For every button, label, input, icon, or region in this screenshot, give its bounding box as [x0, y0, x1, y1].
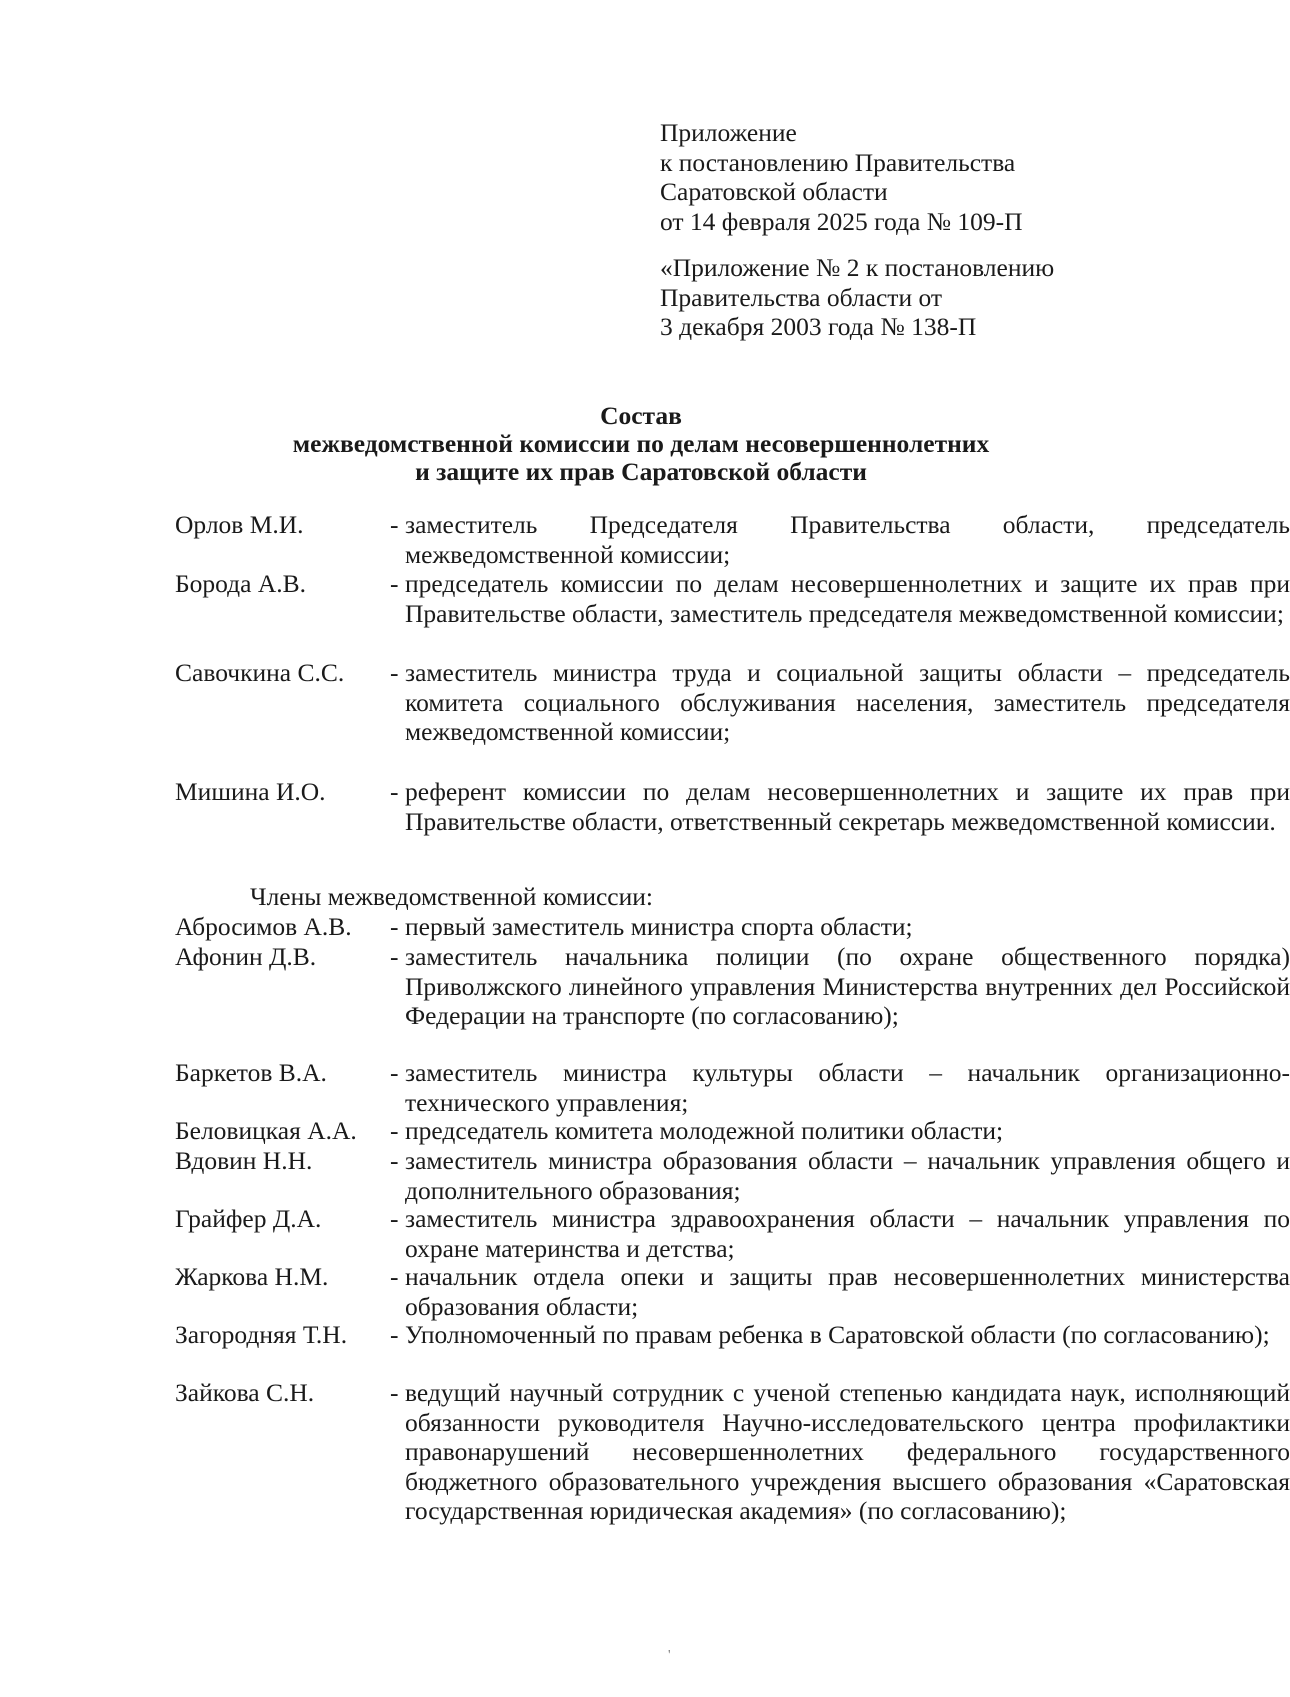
member-name: Загородняя Т.Н.	[175, 1320, 348, 1349]
dash: -	[390, 1320, 399, 1349]
quote-line: «Приложение № 2 к постановлению	[660, 253, 1055, 282]
page-mark: '	[668, 1648, 671, 1663]
dash: -	[390, 1058, 399, 1087]
member-name: Вдовин Н.Н.	[175, 1146, 313, 1175]
members-heading: Члены межведомственной комиссии:	[250, 882, 653, 911]
member-name: Баркетов В.А.	[175, 1058, 327, 1087]
member-role: начальник отдела опеки и защиты прав несовершеннолетних министерства образования области;	[405, 1262, 1290, 1321]
member-name: Жаркова Н.М.	[175, 1262, 329, 1291]
dash: -	[390, 777, 399, 806]
dash: -	[390, 1204, 399, 1233]
title-line: межведомственной комиссии по делам несовершеннолетних	[292, 429, 990, 458]
annex-line: Приложение	[660, 118, 797, 147]
member-name: Беловицкая А.А.	[175, 1116, 357, 1145]
dash: -	[390, 912, 399, 941]
member-name: Борода А.В.	[175, 569, 306, 598]
member-name: Грайфер Д.А.	[175, 1204, 322, 1233]
member-role: председатель комитета молодежной политики области;	[405, 1116, 1004, 1145]
quote-line: Правительства области от	[660, 282, 943, 312]
member-name: Зайкова С.Н.	[175, 1378, 315, 1407]
title-line: Состав	[600, 401, 682, 430]
annex-header	[660, 118, 1023, 236]
annex-line: Саратовской области	[660, 177, 888, 206]
member-role: заместитель министра труда и социальной защиты области – председатель комитета социального обслуживания населения, заместитель председателя межведомственной комиссии;	[405, 658, 1290, 746]
member-name: Орлов М.И.	[175, 510, 304, 539]
dash: -	[390, 569, 399, 598]
quoted-annex-header	[660, 253, 1054, 342]
document-title	[0, 402, 1282, 486]
quote-line: 3 декабря 2003 года № 138-П	[660, 312, 977, 341]
dash: -	[390, 1116, 399, 1145]
member-name: Афонин Д.В.	[175, 942, 317, 971]
dash: -	[390, 1146, 399, 1175]
annex-line: от 14 февраля 2025 года № 109-П	[660, 206, 1023, 236]
dash: -	[390, 1378, 399, 1407]
member-role: заместитель министра здравоохранения области – начальник управления по охране материнства и детства;	[405, 1204, 1290, 1263]
member-role: заместитель Председателя Правительства области, председатель межведомственной комиссии;	[405, 510, 1290, 569]
member-role: референт комиссии по делам несовершеннолетних и защите их прав при Правительстве области, ответственный секретарь межведомственной комиссии.	[405, 777, 1290, 836]
dash: -	[390, 510, 399, 539]
member-name: Савочкина С.С.	[175, 658, 345, 687]
member-role: ведущий научный сотрудник с ученой степенью кандидата наук, исполняющий обязанности руководителя Научно-исследовательского центра профилактики правонарушений несовершеннолетних федерального государственного бюджетного образовательного учреждения высшего образования «Саратовская государственная юридическая академия» (по согласованию);	[405, 1378, 1290, 1525]
member-role: Уполномоченный по правам ребенка в Саратовской области (по согласованию);	[405, 1320, 1270, 1349]
member-name: Мишина И.О.	[175, 777, 326, 806]
member-role: заместитель начальника полиции (по охране общественного порядка) Приволжского линейного управления Министерства внутренних дел Российской Федерации на транспорте (по согласованию);	[405, 942, 1290, 1030]
title-line: и защите их прав Саратовской области	[415, 457, 867, 486]
annex-line: к постановлению Правительства	[660, 147, 1016, 177]
dash: -	[390, 942, 399, 971]
member-role: заместитель министра культуры области – начальник организационно-технического управления;	[405, 1058, 1290, 1117]
member-role: первый заместитель министра спорта области;	[405, 912, 913, 941]
member-role: заместитель министра образования области – начальник управления общего и дополнительного образования;	[405, 1146, 1290, 1205]
dash: -	[390, 658, 399, 687]
dash: -	[390, 1262, 399, 1291]
member-name: Абросимов А.В.	[175, 912, 352, 941]
member-role: председатель комиссии по делам несовершеннолетних и защите их прав при Правительстве области, заместитель председателя межведомственной комиссии;	[405, 569, 1290, 628]
